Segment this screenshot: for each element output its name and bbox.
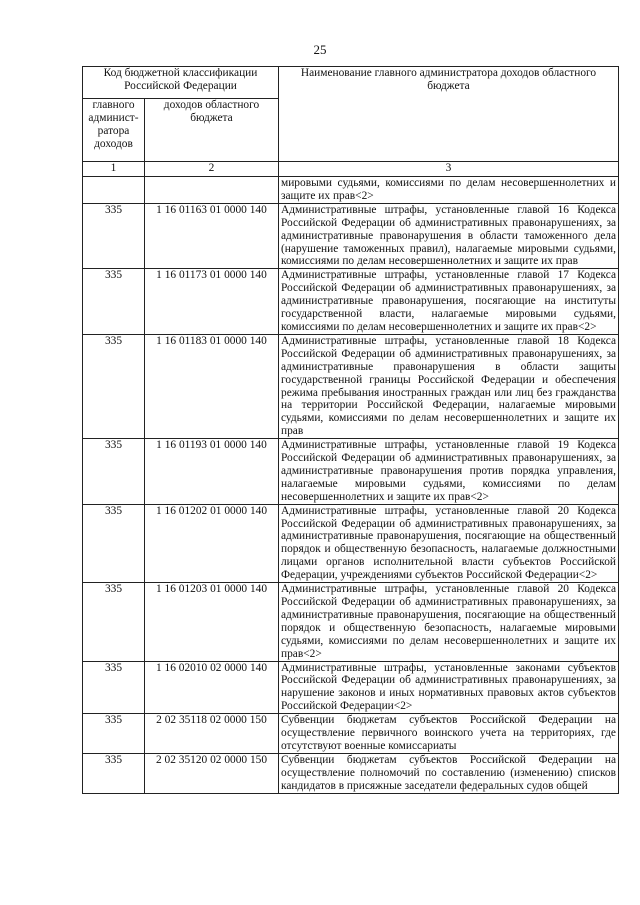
row-income-code: 1 16 02010 02 0000 140	[145, 661, 279, 714]
row-admin-code: 335	[83, 203, 145, 269]
header-column-number-1: 1	[83, 162, 145, 177]
table-row	[83, 583, 619, 661]
row-income-name: мировыми судьями, комиссиями по делам несовершеннолетних и защите их прав<2>	[279, 177, 619, 204]
header-column-number-2: 2	[145, 162, 279, 177]
table-row	[83, 334, 619, 438]
row-income-name: Субвенции бюджетам субъектов Российской Федерации на осуществление полномочий по составлению (изменению) списков кандидатов в присяжные заседатели федеральных судов общей	[279, 753, 619, 793]
row-income-name: Административные штрафы, установленные главой 19 Кодекса Российской Федерации об административных правонарушениях, за административные правонарушения против порядка управления, налагаемые мировыми судьями, комиссиями по делам несовершеннолетних и защите их прав<2>	[279, 439, 619, 505]
row-admin-code: 335	[83, 661, 145, 714]
row-admin-code: 335	[83, 269, 145, 335]
row-income-code: 1 16 01193 01 0000 140	[145, 439, 279, 505]
row-income-code: 1 16 01203 01 0000 140	[145, 583, 279, 661]
table-row	[83, 269, 619, 335]
row-income-code: 2 02 35118 02 0000 150	[145, 714, 279, 754]
row-income-code: 1 16 01202 01 0000 140	[145, 504, 279, 582]
row-admin-code: 335	[83, 714, 145, 754]
table-row	[83, 753, 619, 793]
budget-classification-table	[82, 66, 619, 794]
row-income-name: Административные штрафы, установленные главой 20 Кодекса Российской Федерации об административных правонарушениях, за административные правонарушения, посягающие на общественный порядок и общественную безопасность, налагаемые должностными лицами органов исполнительной власти субъектов Российской Федерации, учреждениями субъектов Российской Федерации<2>	[279, 504, 619, 582]
row-admin-code: 335	[83, 583, 145, 661]
row-income-name: Административные штрафы, установленные главой 20 Кодекса Российской Федерации об административных правонарушениях, за административные правонарушения, посягающие на общественный порядок и общественную безопасность, налагаемые мировыми судьями, комиссиями по делам несовершеннолетних и защите их прав<2>	[279, 583, 619, 661]
row-admin-code: 335	[83, 753, 145, 793]
row-income-name: Административные штрафы, установленные главой 17 Кодекса Российской Федерации об административных правонарушениях, за административные правонарушения, посягающие на институты государственной власти, налагаемые мировыми судьями, комиссиями по делам несовершеннолетних и защите их прав<2>	[279, 269, 619, 335]
row-income-code: 1 16 01183 01 0000 140	[145, 334, 279, 438]
row-income-code	[145, 177, 279, 204]
header-column-number-3: 3	[279, 162, 619, 177]
row-income-name: Субвенции бюджетам субъектов Российской Федерации на осуществление первичного воинского учета на территориях, где отсутствуют военные комиссариаты	[279, 714, 619, 754]
table-row	[83, 504, 619, 582]
row-income-code: 2 02 35120 02 0000 150	[145, 753, 279, 793]
row-admin-code: 335	[83, 504, 145, 582]
row-admin-code: 335	[83, 439, 145, 505]
table-row	[83, 439, 619, 505]
row-income-code: 1 16 01173 01 0000 140	[145, 269, 279, 335]
row-income-name: Административные штрафы, установленные главой 18 Кодекса Российской Федерации об административных правонарушениях, за административные правонарушения в области защиты государственной границы Российской Федерации и обеспечения режима пребывания иностранных граждан или лиц без гражданства на территории Российской Федерации, налагаемые мировыми судьями, комиссиями по делам несовершеннолетних и защите их прав	[279, 334, 619, 438]
header-budget-classification-code: Код бюджетной классификации Российской Федерации	[83, 67, 279, 99]
row-admin-code	[83, 177, 145, 204]
table-row	[83, 203, 619, 269]
page-number: 25	[313, 42, 327, 57]
table-row	[83, 661, 619, 714]
row-income-code: 1 16 01163 01 0000 140	[145, 203, 279, 269]
header-regional-budget-income: доходов областного бюджета	[145, 99, 279, 162]
table-row	[83, 714, 619, 754]
header-administrator-name: Наименование главного администратора доходов областного бюджета	[279, 67, 619, 162]
row-income-name: Административные штрафы, установленные законами субъектов Российской Федерации об административных правонарушениях, за нарушение законов и иных нормативных правовых актов субъектов Российской Федерации<2>	[279, 661, 619, 714]
header-main-administrator: главного админист-ратора доходов	[83, 99, 145, 162]
row-admin-code: 335	[83, 334, 145, 438]
row-income-name: Административные штрафы, установленные главой 16 Кодекса Российской Федерации об административных правонарушениях, за административные правонарушения в области таможенного дела (нарушение таможенных правил), налагаемые мировыми судьями, комиссиями по делам несовершеннолетних и защите их прав	[279, 203, 619, 269]
table-row	[83, 177, 619, 204]
